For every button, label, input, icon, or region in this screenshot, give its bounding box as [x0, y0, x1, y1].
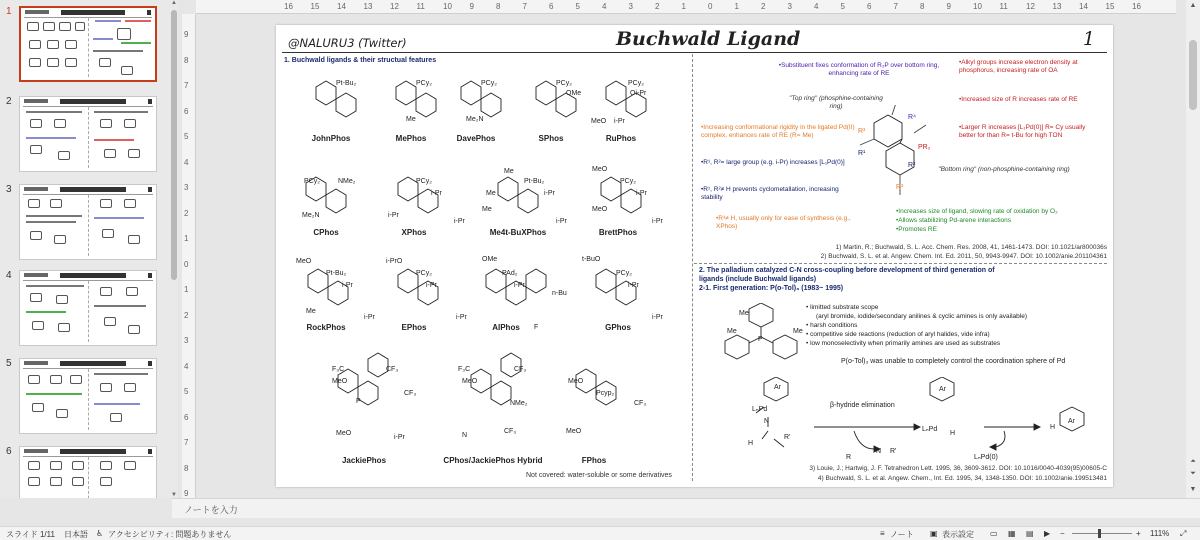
- thumbnail-slide-4[interactable]: [0, 270, 170, 350]
- ruler-tick: 8: [184, 463, 189, 473]
- display-settings-icon[interactable]: ▣: [930, 529, 938, 538]
- svg-text:Ar: Ar: [774, 384, 781, 391]
- svg-text:N: N: [462, 432, 468, 439]
- thumbnail-slide-1[interactable]: [0, 6, 170, 86]
- thumbnail-image[interactable]: [19, 358, 157, 434]
- feature-conformational: •Increasing conformational rigidity in the ligated Pd(II) complex, enhances rate of RE (R= Me): [701, 124, 855, 139]
- ruler-tick: 2: [761, 2, 766, 11]
- thumbnail-image[interactable]: [19, 184, 157, 260]
- ruler-tick: 4: [184, 361, 189, 371]
- ruler-tick: 10: [973, 2, 982, 11]
- svg-text:H: H: [1050, 424, 1056, 431]
- svg-text:LₙPd: LₙPd: [922, 426, 938, 433]
- svg-text:F: F: [534, 324, 539, 331]
- bullet-item: (aryl bromide, iodide/secondary anilines & cyclic amines is only available): [816, 313, 1027, 320]
- zoom-slider[interactable]: [1072, 533, 1132, 534]
- ruler-tick: 6: [184, 106, 189, 116]
- svg-text:Me: Me: [739, 310, 749, 317]
- ligand-label: FPhos: [581, 456, 607, 465]
- ruler-tick: 6: [184, 412, 189, 422]
- ruler-tick: 7: [184, 438, 189, 447]
- svg-text:t-BuO: t-BuO: [582, 256, 601, 263]
- feature-r1r2-large: •R¹, R²= large group (e.g. i-Pr) increases [L₁Pd(0)]: [701, 159, 845, 166]
- feature-green-2: •Allows stabilizing Pd-arene interactions: [896, 217, 1011, 224]
- ligand-label: AlPhos: [492, 323, 520, 332]
- ruler-tick: 9: [469, 2, 474, 11]
- fit-to-window-icon[interactable]: ⤢: [1180, 529, 1187, 538]
- ruler-tick: 2: [184, 310, 189, 320]
- beta-hydride-label: β-hydride elimination: [830, 402, 895, 409]
- ruler-tick: 9: [184, 30, 189, 39]
- svg-text:i-Pr: i-Pr: [614, 118, 625, 125]
- ligand-label: MePhos: [395, 134, 427, 143]
- ligand-label: EPhos: [401, 323, 427, 332]
- ruler-tick: 7: [184, 81, 189, 90]
- svg-text:F₃C: F₃C: [332, 366, 345, 373]
- scroll-down-icon[interactable]: ▼: [1189, 486, 1197, 493]
- svg-text:i-Pr: i-Pr: [514, 282, 525, 289]
- thumbnail-scrollbar[interactable]: [170, 0, 178, 498]
- ruler-tick: 1: [681, 2, 686, 11]
- svg-text:F₃C: F₃C: [458, 366, 471, 373]
- svg-text:MeO: MeO: [568, 378, 584, 385]
- svg-text:R: R: [846, 454, 852, 461]
- scroll-down-icon[interactable]: ▼: [171, 492, 177, 498]
- thumbnail-image[interactable]: [19, 96, 157, 172]
- thumbnail-number: 2: [6, 96, 12, 107]
- svg-text:PAd₂: PAd₂: [502, 270, 518, 277]
- ruler-tick: 3: [184, 183, 189, 192]
- ruler-tick: 5: [184, 387, 189, 396]
- thumbnail-number: 1: [6, 6, 12, 17]
- ruler-tick: 10: [443, 2, 452, 11]
- scroll-up-icon[interactable]: ▲: [1189, 2, 1197, 9]
- top-ring-label: "Top ring" (phosphine-containing ring): [789, 95, 883, 110]
- svg-text:Oi-Pr: Oi-Pr: [630, 90, 647, 97]
- reference-3: 3) Louie, J.; Hartwig, J. F. Tetrahedron Lett. 1995, 36, 3609-3612. DOI: 10.1016/0040-4039(95)00605-C: [809, 465, 1107, 472]
- ruler-tick: 2: [655, 2, 660, 11]
- svg-text:MeO: MeO: [296, 258, 312, 265]
- feature-r3-h: •R³≠ H, usually only for ease of synthesis (e.g., XPhos): [716, 215, 851, 230]
- ligand-label: RuPhos: [605, 134, 637, 143]
- ruler-tick: 5: [840, 2, 845, 11]
- svg-text:PCy₂: PCy₂: [616, 270, 632, 277]
- svg-text:i-Pr: i-Pr: [394, 434, 405, 441]
- thumbnail-image[interactable]: [19, 6, 157, 82]
- svg-text:Pt-Bu₂: Pt-Bu₂: [326, 270, 347, 277]
- author-handle: @NALURU3 (Twitter): [288, 36, 407, 50]
- svg-text:OMe: OMe: [482, 256, 498, 263]
- ligand-label: Me4t-BuXPhos: [489, 228, 547, 237]
- scroll-up-icon[interactable]: ▲: [171, 0, 177, 6]
- ruler-tick: 8: [496, 2, 501, 11]
- svg-text:Ar: Ar: [1068, 418, 1075, 425]
- svg-text:PCy₂: PCy₂: [416, 80, 432, 87]
- ligand-label: SPhos: [538, 134, 564, 143]
- svg-text:Me: Me: [486, 190, 496, 197]
- ptol3-structure: [719, 303, 809, 373]
- svg-text:CF₃: CF₃: [634, 400, 647, 407]
- ligand-label: CPhos: [313, 228, 339, 237]
- svg-text:Me: Me: [406, 116, 416, 123]
- svg-text:LₙPd: LₙPd: [752, 406, 768, 413]
- svg-text:LₙPd(0): LₙPd(0): [974, 454, 998, 461]
- ruler-tick: 3: [628, 2, 633, 11]
- svg-text:n-Bu: n-Bu: [552, 290, 567, 297]
- slide-counter: スライド 1/11: [6, 530, 55, 539]
- svg-text:P: P: [356, 398, 361, 405]
- ruler-tick: 0: [184, 259, 189, 269]
- feature-alkyl: •Alkyl groups increase electron density at phosphorus, increasing rate of OA: [959, 59, 1078, 74]
- svg-text:i-Pr: i-Pr: [652, 218, 663, 225]
- zoom-in-icon[interactable]: +: [1136, 529, 1141, 538]
- section-2-heading: 2. The palladium catalyzed C-N cross-coupling before development of third generation of ligands (include Buchwald ligands): [699, 267, 995, 283]
- svg-text:i-Pr: i-Pr: [652, 314, 663, 321]
- svg-text:CF₃: CF₃: [386, 366, 399, 373]
- svg-text:MeO: MeO: [566, 428, 582, 435]
- ligand-label: RockPhos: [306, 323, 346, 332]
- section-1-heading: 1. Buchwald ligands & their structual features: [284, 57, 437, 64]
- ruler-tick: 1: [184, 234, 189, 243]
- slide-canvas[interactable]: [276, 25, 1113, 487]
- ligand-label: DavePhos: [456, 134, 496, 143]
- svg-text:PCy₂: PCy₂: [416, 178, 432, 185]
- zoom-slider-handle[interactable]: [1098, 529, 1101, 538]
- svg-text:H: H: [748, 440, 754, 447]
- feature-larger-r: •Larger R increases [L₁Pd(0)] R= Cy usually better for than R= t-Bu for high TON: [959, 124, 1086, 139]
- svg-text:MeO: MeO: [591, 118, 607, 125]
- svg-text:PCy₂: PCy₂: [481, 80, 497, 87]
- svg-text:i-Pr: i-Pr: [636, 190, 647, 197]
- section-2-1-heading: 2-1. First generation: P(o-Tol)₃ (1983~ 1995): [699, 285, 844, 292]
- svg-text:PCy₂: PCy₂: [416, 270, 432, 277]
- svg-text:CF₃: CF₃: [404, 390, 417, 397]
- bullet-item: • low monoselectivity when primarily amines are used as substrates: [806, 340, 1001, 347]
- ruler-tick: 5: [575, 2, 580, 11]
- ruler-tick: 16: [284, 2, 293, 11]
- reading-view-icon[interactable]: ▤: [1026, 529, 1034, 538]
- svg-text:NMe₂: NMe₂: [338, 178, 356, 185]
- horizontal-ruler: [196, 0, 1176, 14]
- thumbnail-slide-5[interactable]: [0, 358, 170, 438]
- svg-text:PCy₂: PCy₂: [620, 178, 636, 185]
- slideshow-icon[interactable]: ▶: [1044, 529, 1051, 538]
- svg-text:R': R': [784, 434, 791, 441]
- ligand-structures: [276, 25, 692, 487]
- ruler-tick: 4: [602, 2, 607, 11]
- svg-text:PR₂: PR₂: [918, 144, 931, 151]
- ruler-tick: 14: [337, 2, 346, 11]
- display-settings-button[interactable]: 表示設定: [942, 530, 974, 539]
- bullet-item: • harsh conditions: [806, 322, 858, 329]
- svg-text:i-Pr: i-Pr: [431, 190, 442, 197]
- ruler-tick: 6: [867, 2, 872, 11]
- next-slide-icon[interactable]: ⏷: [1190, 470, 1196, 477]
- svg-text:i-Pr: i-Pr: [556, 218, 567, 225]
- ligand-label: BrettPhos: [598, 228, 638, 237]
- svg-text:Me: Me: [306, 308, 316, 315]
- vertical-ruler: [182, 14, 196, 498]
- svg-text:i-Pr: i-Pr: [364, 314, 375, 321]
- ruler-tick: 16: [1132, 2, 1141, 11]
- scrollbar-thumb[interactable]: [1189, 40, 1197, 110]
- ruler-tick: 5: [184, 132, 189, 141]
- ruler-tick: 14: [1079, 2, 1088, 11]
- reference-1: 1) Martin, R.; Buchwald, S. L. Acc. Chem. Res. 2008, 41, 1461-1473. DOI: 10.1021/ar800036s: [835, 244, 1107, 251]
- ruler-tick: 11: [999, 2, 1008, 11]
- svg-text:N: N: [764, 418, 770, 425]
- thumbnail-slide-3[interactable]: [0, 184, 170, 264]
- ligand-label: JohnPhos: [311, 134, 351, 143]
- bullet-item: • competitive side reactions (reduction of aryl halides, vide infra): [806, 331, 990, 338]
- thumbnail-slide-2[interactable]: [0, 96, 170, 176]
- ruler-tick: 4: [184, 157, 189, 167]
- normal-view-icon[interactable]: ▭: [990, 529, 998, 538]
- status-bar: [0, 526, 1200, 540]
- ptol-note: P(o-Tol)₃ was unable to completely control the coordination sphere of Pd: [841, 358, 1066, 365]
- column-divider: [692, 54, 693, 481]
- svg-text:PCy₂: PCy₂: [628, 80, 644, 87]
- zoom-level[interactable]: 111%: [1150, 529, 1170, 538]
- ligand-label: GPhos: [605, 323, 631, 332]
- svg-text:Pt-Bu₂: Pt-Bu₂: [336, 80, 357, 87]
- svg-text:MeO: MeO: [332, 378, 348, 385]
- notes-placeholder[interactable]: ノートを入力: [184, 505, 238, 515]
- zoom-out-icon[interactable]: −: [1060, 529, 1065, 538]
- ruler-tick: 9: [184, 489, 189, 498]
- thumbnail-number: 4: [6, 270, 12, 281]
- feature-substituent: •Substituent fixes conformation of R₂P over bottom ring, enhancing rate of RE: [778, 62, 940, 77]
- thumbnail-panel: [0, 0, 172, 498]
- svg-text:MeO: MeO: [462, 378, 478, 385]
- svg-text:PCy₂: PCy₂: [304, 178, 320, 185]
- svg-text:R³: R³: [858, 128, 866, 135]
- svg-text:R²: R²: [908, 162, 916, 169]
- ruler-tick: 13: [363, 2, 373, 11]
- svg-text:i-Pr: i-Pr: [456, 314, 467, 321]
- svg-text:Me₂N: Me₂N: [302, 212, 320, 219]
- bullet-item: • limitted substrate scope: [806, 304, 879, 311]
- thumbnail-slide-6[interactable]: [0, 446, 170, 498]
- svg-text:PCy₂: PCy₂: [556, 80, 572, 87]
- ruler-tick: 4: [814, 2, 819, 11]
- ruler-tick: 1: [184, 285, 189, 294]
- ruler-tick: 2: [184, 208, 189, 218]
- svg-text:Me: Me: [793, 328, 803, 335]
- thumbnail-image[interactable]: [19, 446, 157, 498]
- reference-2: 2) Buchwald, S. L. et al. Angew. Chem. Int. Ed. 2011, 50, 9943-9947. DOI: 10.1002/anie.201104361: [820, 253, 1107, 260]
- reference-4: 4) Buchwald, S. L. et al. Angew. Chem., Int. Ed. 1995, 34, 1348-1350. DOI: 10.1002/anie.199513481: [817, 475, 1107, 482]
- slide-scrollbar[interactable]: [1186, 0, 1200, 498]
- thumbnail-image[interactable]: [19, 270, 157, 346]
- svg-text:N: N: [876, 448, 882, 455]
- svg-text:CF₃: CF₃: [504, 428, 517, 435]
- svg-text:P: P: [758, 336, 763, 343]
- svg-text:MeO: MeO: [592, 166, 608, 173]
- ruler-tick: 12: [390, 2, 399, 11]
- slide-sorter-icon[interactable]: ▦: [1008, 529, 1016, 538]
- previous-slide-icon[interactable]: ⏶: [1190, 458, 1196, 465]
- not-covered-note: Not covered: water-soluble or some derivatives: [526, 472, 672, 479]
- ruler-tick: 3: [184, 336, 189, 345]
- language-indicator[interactable]: 日本語: [64, 530, 88, 539]
- feature-green-3: •Promotes RE: [896, 226, 937, 233]
- svg-text:i-Pr: i-Pr: [388, 212, 399, 219]
- scrollbar-thumb[interactable]: [171, 10, 177, 280]
- svg-text:i-PrO: i-PrO: [386, 258, 403, 265]
- ruler-tick: 9: [946, 2, 951, 11]
- thumbnail-number: 6: [6, 446, 12, 457]
- svg-text:Pt-Bu₂: Pt-Bu₂: [524, 178, 545, 185]
- svg-text:i-Pr: i-Pr: [544, 190, 555, 197]
- ruler-tick: 15: [1105, 2, 1115, 11]
- svg-text:R³: R³: [896, 184, 904, 191]
- svg-text:i-Pr: i-Pr: [342, 282, 353, 289]
- svg-text:Pcyp₂: Pcyp₂: [596, 390, 615, 397]
- notes-icon[interactable]: ≡: [880, 529, 885, 538]
- ruler-tick: 1: [734, 2, 739, 11]
- ligand-scaffold-diagram: [856, 105, 946, 205]
- svg-text:NMe₂: NMe₂: [510, 400, 528, 407]
- svg-text:H: H: [950, 430, 956, 437]
- svg-text:i-Pr: i-Pr: [454, 218, 465, 225]
- slide-title: Buchwald Ligand: [616, 28, 801, 50]
- ruler-tick: 8: [184, 55, 189, 65]
- ruler-tick: 6: [549, 2, 554, 11]
- svg-text:Me: Me: [504, 168, 514, 175]
- feature-green-1: •Increases size of ligand, slowing rate of oxidation by O₂: [896, 208, 1058, 215]
- ligand-label: CPhos/JackiePhos Hybrid: [443, 456, 543, 465]
- ruler-tick: 7: [522, 2, 527, 11]
- svg-text:R': R': [890, 448, 897, 455]
- thumbnail-number: 3: [6, 184, 12, 195]
- svg-text:MeO: MeO: [592, 206, 608, 213]
- ruler-tick: 13: [1052, 2, 1062, 11]
- ligand-label: JackiePhos: [341, 456, 387, 465]
- ruler-tick: 8: [920, 2, 925, 11]
- slide-page-number: 1: [1082, 28, 1095, 50]
- ruler-tick: 12: [1026, 2, 1035, 11]
- feature-size: •Increased size of R increases rate of RE: [959, 96, 1078, 103]
- svg-text:Me: Me: [482, 206, 492, 213]
- svg-text:OMe: OMe: [566, 90, 582, 97]
- accessibility-icon[interactable]: ♿: [96, 529, 104, 538]
- svg-text:Ar: Ar: [939, 386, 946, 393]
- svg-text:MeO: MeO: [336, 430, 352, 437]
- ligand-label: XPhos: [401, 228, 427, 237]
- beta-hydride-scheme: [734, 377, 1094, 467]
- bottom-ring-label: "Bottom ring" (non-phosphine-containing ring): [938, 166, 1070, 173]
- ruler-tick: 7: [893, 2, 898, 11]
- svg-text:Me: Me: [727, 328, 737, 335]
- ruler-tick: 11: [416, 2, 425, 11]
- feature-r1r2-h: •R¹, R²≠ H prevents cyclometallation, increasing stability: [701, 186, 839, 201]
- svg-text:R⁴: R⁴: [908, 114, 917, 121]
- ruler-tick: 3: [787, 2, 792, 11]
- thumbnail-number: 5: [6, 358, 12, 369]
- svg-text:Me₂N: Me₂N: [466, 116, 484, 123]
- ruler-tick: 15: [310, 2, 320, 11]
- svg-text:R¹: R¹: [858, 150, 866, 157]
- section-divider: [694, 263, 1107, 264]
- svg-text:CF₃: CF₃: [514, 366, 527, 373]
- ruler-tick: 0: [708, 2, 713, 11]
- notes-pane[interactable]: [172, 498, 1200, 518]
- svg-text:i-Pr: i-Pr: [628, 282, 639, 289]
- svg-text:i-Pr: i-Pr: [426, 282, 437, 289]
- accessibility-status[interactable]: アクセシビリティ: 問題ありません: [108, 530, 232, 539]
- notes-button[interactable]: ノート: [890, 530, 914, 539]
